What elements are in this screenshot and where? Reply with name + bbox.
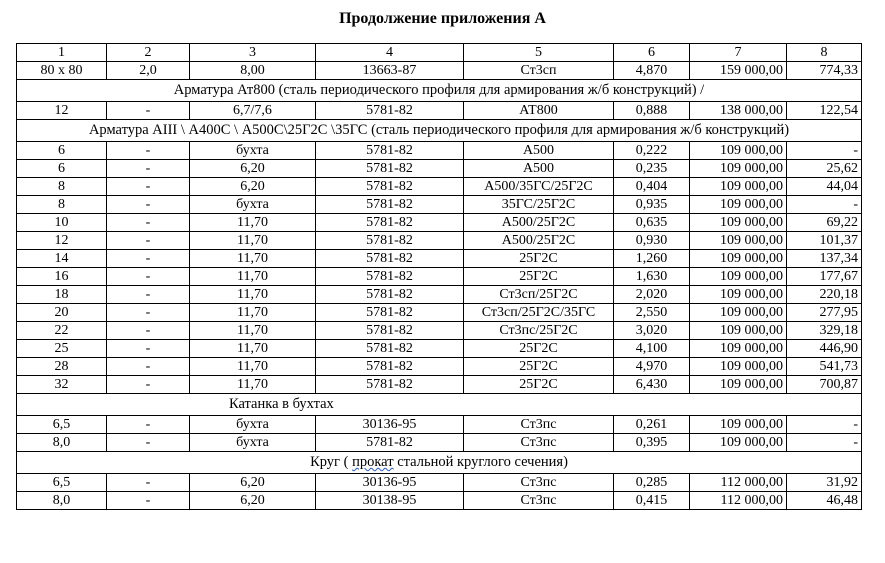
table-cell-c4: 5781-82 [316,214,464,232]
table-cell-c8: 700,87 [787,376,862,394]
table-cell-c2: - [107,178,190,196]
table-cell-c6: 0,404 [614,178,690,196]
table-cell-c8: 25,62 [787,160,862,178]
table-cell-c1: 6,5 [17,474,107,492]
header-cell: 1 [17,44,107,62]
table-cell-c5: 35ГС/25Г2С [464,196,614,214]
table-cell-c4: 13663-87 [316,62,464,80]
table-cell-c4: 5781-82 [316,160,464,178]
header-cell: 4 [316,44,464,62]
table-row [17,286,862,304]
table-cell-c1: 22 [17,322,107,340]
table-cell-c1: 6 [17,160,107,178]
table-cell-c6: 0,930 [614,232,690,250]
table-cell-c3: 11,70 [190,268,316,286]
section-row-katanka [17,394,862,416]
table-cell-c2: - [107,142,190,160]
table-cell-c2: - [107,358,190,376]
table-row [17,434,862,452]
table-cell-c7: 109 000,00 [690,268,787,286]
section-title-part: Круг ( [310,454,353,470]
table-cell-c7: 109 000,00 [690,286,787,304]
table-cell-c1: 14 [17,250,107,268]
table-cell-c1: 6 [17,142,107,160]
table-cell-c6: 0,415 [614,492,690,510]
price-table [16,43,862,510]
table-cell-c4: 5781-82 [316,196,464,214]
table-cell-c3: 11,70 [190,358,316,376]
table-cell-c8: - [787,196,862,214]
table-cell-c1: 12 [17,232,107,250]
table-cell-c5: Ст3сп/25Г2С/35ГС [464,304,614,322]
table-cell-c2: - [107,250,190,268]
table-cell-c1: 8 [17,196,107,214]
table-cell-c8: 101,37 [787,232,862,250]
table-cell-c4: 5781-82 [316,286,464,304]
table-cell-c3: 11,70 [190,232,316,250]
table-cell-c6: 3,020 [614,322,690,340]
table-cell-c5: Ст3пс [464,434,614,452]
table-cell-c6: 2,550 [614,304,690,322]
table-row [17,322,862,340]
table-cell-c5: Ст3пс [464,474,614,492]
header-cell: 8 [787,44,862,62]
table-cell-c6: 1,630 [614,268,690,286]
table-cell-c2: - [107,416,190,434]
table-cell-c5: АТ800 [464,102,614,120]
table-cell-c7: 109 000,00 [690,340,787,358]
table-cell-c8: - [787,434,862,452]
table-cell-c2: - [107,340,190,358]
table-cell-c3: 11,70 [190,322,316,340]
table-row [17,250,862,268]
table-cell-c4: 5781-82 [316,268,464,286]
table-cell-c1: 10 [17,214,107,232]
table-cell-c3: 6,20 [190,178,316,196]
table-cell-c4: 5781-82 [316,250,464,268]
table-row [17,214,862,232]
table-cell-c7: 109 000,00 [690,416,787,434]
table-row [17,416,862,434]
table-cell-c7: 109 000,00 [690,250,787,268]
table-cell-c2: - [107,434,190,452]
table-cell-c4: 5781-82 [316,304,464,322]
header-cell: 7 [690,44,787,62]
table-cell-c6: 1,260 [614,250,690,268]
table-cell-c7: 109 000,00 [690,196,787,214]
table-cell-c1: 80 х 80 [17,62,107,80]
table-cell-c6: 0,285 [614,474,690,492]
table-cell-c4: 5781-82 [316,340,464,358]
table-cell-c4: 5781-82 [316,322,464,340]
table-cell-c2: - [107,474,190,492]
section-title: Арматура АIII \ А400С \ А500С\25Г2С \35ГС (сталь периодического профиля для армирования ж/б конструкций) [17,120,862,142]
table-cell-c8: 329,18 [787,322,862,340]
table-cell-c2: - [107,304,190,322]
table-cell-c1: 20 [17,304,107,322]
table-cell-c5: 25Г2С [464,358,614,376]
table-cell-c8: 220,18 [787,286,862,304]
table-cell-c4: 5781-82 [316,376,464,394]
table-cell-c2: - [107,196,190,214]
table-cell-c7: 109 000,00 [690,358,787,376]
table-cell-c2: - [107,286,190,304]
table-cell-c6: 0,935 [614,196,690,214]
table-cell-c5: А500 [464,142,614,160]
table-cell-c7: 109 000,00 [690,214,787,232]
table-row [17,304,862,322]
table-cell-c1: 8 [17,178,107,196]
table-cell-c3: бухта [190,434,316,452]
table-cell-c6: 0,261 [614,416,690,434]
table-row [17,142,862,160]
table-row [17,474,862,492]
table-cell-c2: - [107,232,190,250]
table-cell-c4: 5781-82 [316,178,464,196]
section-title: Арматура Ат800 (сталь периодического профиля для армирования ж/б конструкций) / [17,80,862,102]
table-cell-c2: - [107,322,190,340]
table-cell-c6: 4,100 [614,340,690,358]
table-cell-c8: 137,34 [787,250,862,268]
table-cell-c5: 25Г2С [464,268,614,286]
table-row [17,232,862,250]
table-cell-c4: 30136-95 [316,474,464,492]
table-cell-c5: Ст3сп/25Г2С [464,286,614,304]
table-cell-c8: - [787,416,862,434]
table-cell-c8: 31,92 [787,474,862,492]
page-title: Продолжение приложения А [339,10,546,27]
table-body [17,44,862,510]
table-cell-c8: 774,33 [787,62,862,80]
table-cell-c7: 109 000,00 [690,376,787,394]
table-cell-c3: 8,00 [190,62,316,80]
table-cell-c5: 25Г2С [464,340,614,358]
table-cell-c3: 11,70 [190,286,316,304]
table-cell-c6: 4,870 [614,62,690,80]
table-cell-c5: Ст3пс [464,416,614,434]
table-cell-c3: 6,20 [190,160,316,178]
table-cell-c8: 277,95 [787,304,862,322]
table-cell-c3: 6,7/7,6 [190,102,316,120]
table-cell-c5: Ст3пс [464,492,614,510]
table-cell-c8: 69,22 [787,214,862,232]
section-row-krug [17,452,862,474]
table-cell-c5: Ст3пс/25Г2С [464,322,614,340]
table-cell-c8: 44,04 [787,178,862,196]
table-cell-c7: 112 000,00 [690,474,787,492]
table-cell-c7: 109 000,00 [690,232,787,250]
table-cell-c3: бухта [190,142,316,160]
table-row [17,196,862,214]
table-cell-c6: 0,888 [614,102,690,120]
table-cell-c7: 109 000,00 [690,304,787,322]
table-cell-c1: 6,5 [17,416,107,434]
table-cell-c7: 109 000,00 [690,434,787,452]
table-row [17,160,862,178]
table-row [17,178,862,196]
table-cell-c4: 5781-82 [316,358,464,376]
table-cell-c7: 109 000,00 [690,178,787,196]
table-cell-c5: 25Г2С [464,250,614,268]
table-cell-c1: 8,0 [17,492,107,510]
table-cell-c8: 446,90 [787,340,862,358]
table-cell-c6: 0,635 [614,214,690,232]
table-cell-c4: 30138-95 [316,492,464,510]
table-cell-c1: 8,0 [17,434,107,452]
table-cell-c3: бухта [190,196,316,214]
table-cell-c4: 30136-95 [316,416,464,434]
table-cell-c1: 25 [17,340,107,358]
table-cell-c8: 541,73 [787,358,862,376]
table-cell-c6: 0,395 [614,434,690,452]
table-cell-c7: 138 000,00 [690,102,787,120]
table-cell-c4: 5781-82 [316,232,464,250]
header-cell: 2 [107,44,190,62]
table-cell-c5: А500/35ГС/25Г2С [464,178,614,196]
table-cell-c6: 0,222 [614,142,690,160]
table-row [17,340,862,358]
table-cell-c1: 12 [17,102,107,120]
table-row [17,268,862,286]
table-cell-c2: - [107,268,190,286]
section-title-part: стальной круглого сечения) [393,454,568,470]
table-cell-c5: Ст3сп [464,62,614,80]
table-cell-c3: 11,70 [190,250,316,268]
spellcheck-word: прокат [352,454,394,470]
section-row-a3 [17,120,862,142]
table-cell-c2: - [107,492,190,510]
table-cell-c7: 159 000,00 [690,62,787,80]
table-cell-c2: - [107,102,190,120]
table-cell-c8: 177,67 [787,268,862,286]
table-cell-c8: - [787,142,862,160]
table-cell-c4: 5781-82 [316,142,464,160]
table-cell-c8: 46,48 [787,492,862,510]
table-cell-c1: 16 [17,268,107,286]
table-cell-c3: 11,70 [190,340,316,358]
table-cell-c3: 11,70 [190,304,316,322]
table-cell-c7: 112 000,00 [690,492,787,510]
table-cell-c5: А500/25Г2С [464,214,614,232]
table-cell-c5: А500/25Г2С [464,232,614,250]
table-cell-c7: 109 000,00 [690,160,787,178]
table-cell-c3: 6,20 [190,474,316,492]
section-row-at800 [17,80,862,102]
table-cell-c4: 5781-82 [316,434,464,452]
table-cell-c3: 6,20 [190,492,316,510]
table-row [17,492,862,510]
table-cell-c2: 2,0 [107,62,190,80]
table-cell-c3: 11,70 [190,214,316,232]
table-cell-c7: 109 000,00 [690,322,787,340]
table-cell-c3: бухта [190,416,316,434]
table-row [17,62,862,80]
table-cell-c6: 6,430 [614,376,690,394]
table-cell-c6: 4,970 [614,358,690,376]
section-title: Катанка в бухтах [17,394,862,416]
table-cell-c6: 0,235 [614,160,690,178]
table-cell-c1: 18 [17,286,107,304]
table-cell-c1: 28 [17,358,107,376]
table-cell-c3: 11,70 [190,376,316,394]
table-cell-c2: - [107,214,190,232]
table-cell-c6: 2,020 [614,286,690,304]
table-cell-c5: А500 [464,160,614,178]
table-row [17,358,862,376]
table-cell-c2: - [107,160,190,178]
table-row [17,376,862,394]
table-cell-c4: 5781-82 [316,102,464,120]
header-cell: 6 [614,44,690,62]
header-row [17,44,862,62]
table-cell-c1: 32 [17,376,107,394]
header-cell: 3 [190,44,316,62]
header-cell: 5 [464,44,614,62]
section-title [17,452,862,474]
table-cell-c2: - [107,376,190,394]
table-cell-c5: 25Г2С [464,376,614,394]
table-cell-c7: 109 000,00 [690,142,787,160]
table-cell-c8: 122,54 [787,102,862,120]
table-row [17,102,862,120]
